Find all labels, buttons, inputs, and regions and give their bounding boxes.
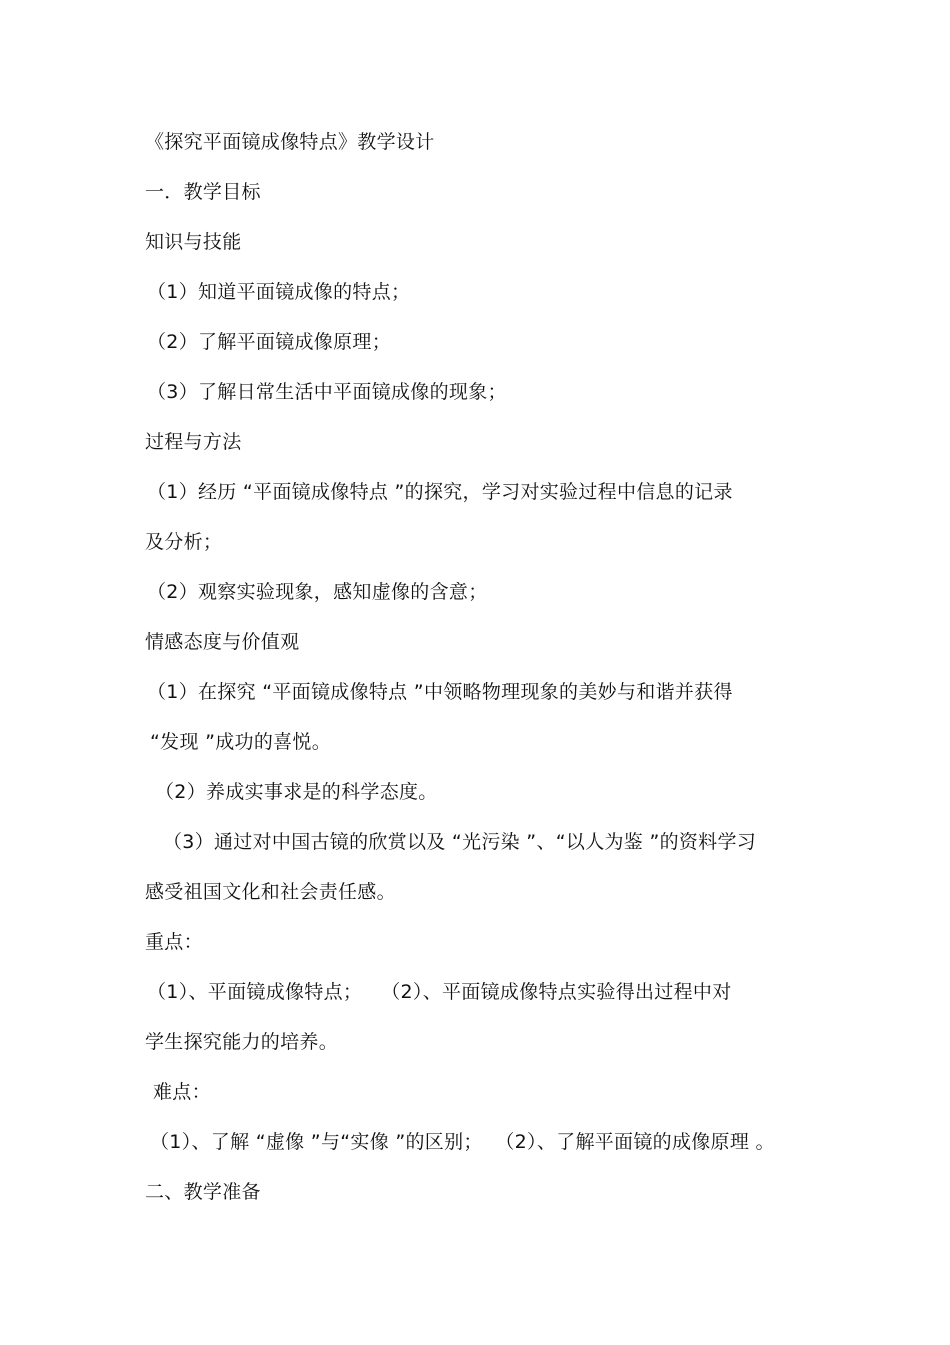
goal-item: （3）了解日常生活中平面镜成像的现象； (147, 381, 507, 403)
subheading-process-methods: 过程与方法 (145, 431, 242, 453)
difficulty-item: （1）、了解 “虚像 ”与“实像 ”的区别； （2）、了解平面镜的成像原理 。 (150, 1131, 775, 1153)
goal-item: （1）知道平面镜成像的特点； (147, 281, 411, 303)
section-heading-teaching-goals: 一．教学目标 (145, 181, 261, 203)
goal-item: （1）在探究 “平面镜成像特点 ”中领略物理现象的美妙与和谐并获得 (147, 681, 733, 703)
section-heading-teaching-preparation: 二、教学准备 (145, 1181, 261, 1203)
goal-item: （1）经历 “平面镜成像特点 ”的探究，学习对实验过程中信息的记录 (147, 481, 733, 503)
goal-item: （3）通过对中国古镜的欣赏以及 “光污染 ”、“以人为鉴 ”的资料学习 (163, 831, 757, 853)
key-point-continuation: 学生探究能力的培养。 (145, 1031, 339, 1053)
goal-item-continuation: “发现 ”成功的喜悦。 (150, 731, 332, 753)
subheading-difficulties: 难点： (153, 1081, 211, 1103)
document-title: 《探究平面镜成像特点》教学设计 (145, 131, 435, 153)
key-point-item: （1）、平面镜成像特点； （2）、平面镜成像特点实验得出过程中对 (147, 981, 732, 1003)
subheading-knowledge-skills: 知识与技能 (145, 231, 242, 253)
goal-item: （2）养成实事求是的科学态度。 (155, 781, 438, 803)
subheading-key-points: 重点： (145, 931, 203, 953)
goal-item-continuation: 感受祖国文化和社会责任感。 (145, 881, 396, 903)
subheading-attitudes-values: 情感态度与价值观 (145, 631, 300, 653)
goal-item: （2）了解平面镜成像原理； (147, 331, 391, 353)
goal-item: （2）观察实验现象，感知虚像的含意； (147, 581, 488, 603)
goal-item-continuation: 及分析； (145, 531, 223, 553)
